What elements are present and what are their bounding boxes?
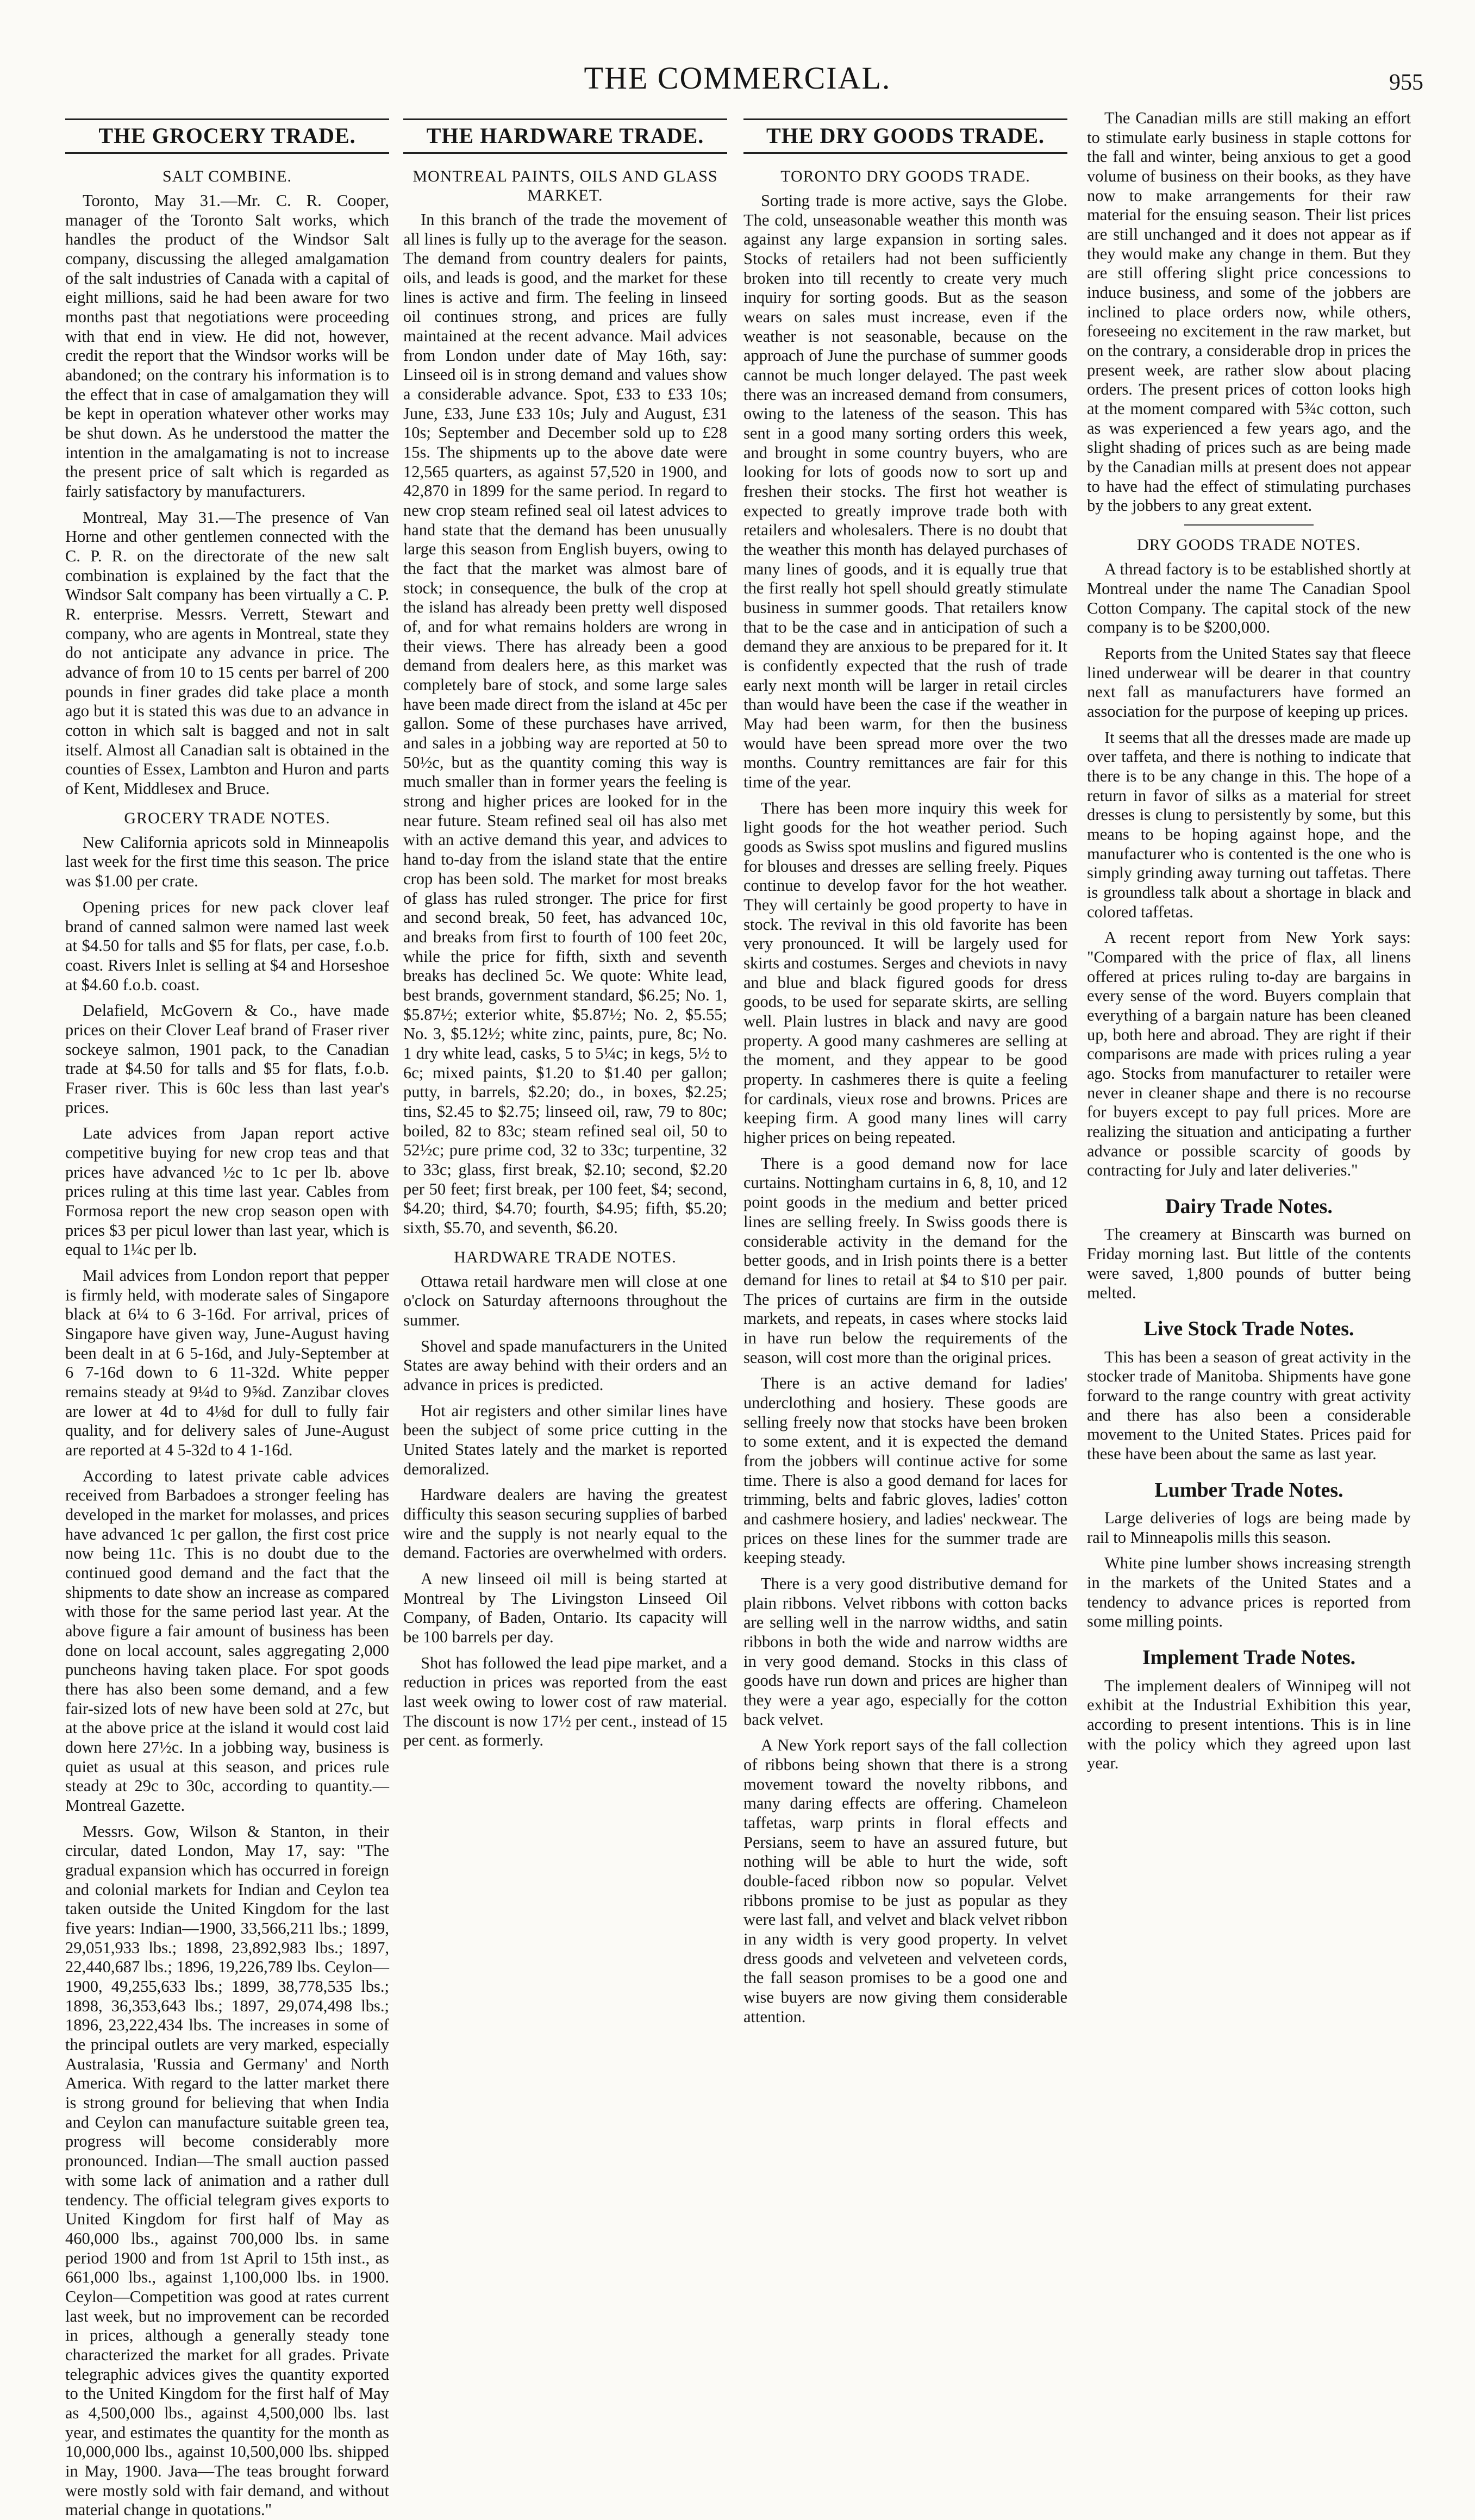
article-paragraph: Ottawa retail hardware men will close at one o'clock on Saturday afternoons throughout the summer.: [403, 1272, 727, 1330]
article-paragraph: Reports from the United States say that fleece lined underwear will be dearer in that country next fall as manufacturers have formed an association for the purpose of keeping up prices.: [1087, 643, 1411, 721]
article-paragraph: Large deliveries of logs are being made by rail to Minneapolis mills this season.: [1087, 1509, 1411, 1547]
toronto-dry-goods-heading: TORONTO DRY GOODS TRADE.: [780, 167, 1030, 185]
column-2: [403, 109, 727, 2011]
article-paragraph: It seems that all the dresses made are made up over taffeta, and there is nothing to indicate that there is to be any change in this. The hope of a return in favor of silks as a material for street dresses is clung to persistently by some, but this means to be hoping against hope, and the manufacturer who is contented is the one who is simply grinding away turning out taffetas. There is groundless talk about a shortage in black and colored taffetas.: [1087, 728, 1411, 921]
montreal-paints-heading: MONTREAL PAINTS, OILS AND GLASS MARKET.: [412, 167, 718, 204]
live-stock-trade-notes-heading: Live Stock Trade Notes.: [1143, 1317, 1354, 1341]
article-paragraph: There is a good demand now for lace curtains. Nottingham curtains in 6, 8, 10, and 12 point goods in the medium and better priced lines are selling freely. In Swiss goods there is considerable activity in the demand for the better goods, and in Irish points there is a better demand for lines to retail at $4 to $10 per pair. The prices of curtains are firm in the outside markets, and repeats, in cases where stocks laid in have run below the requirements of the season, will cost more than the original prices.: [743, 1154, 1067, 1367]
dry-goods-trade-notes-heading: DRY GOODS TRADE NOTES.: [1136, 536, 1361, 554]
hardware-trade-heading: THE HARDWARE TRADE.: [403, 118, 727, 154]
article-paragraph: Opening prices for new pack clover leaf brand of canned salmon were named last week at $4.50 for talls and $5 for flats, per case, f.o.b. coast. Rivers Inlet is selling at $4 and Horseshoe at $4.60 f.o.b. coast.: [65, 897, 389, 994]
grocery-trade-heading: THE GROCERY TRADE.: [65, 118, 389, 154]
article-paragraph: Toronto, May 31.—Mr. C. R. Cooper, manager of the Toronto Salt works, which handles the product of the Windsor Salt company, discussing the alleged amalgamation of the salt industries of Canada with a capital of eight millions, said he had been aware for two months past that negotiations were proceeding with that end in view. He did not, however, credit the report that the Windsor works will be abandoned; on the contrary his information is to the effect that in case of amalgamation they will be kept in operation whatever other works may be shut down. As he understood the matter the intention in the amalgamating is not to increase the present price of salt which is regarded as fairly satisfactory by manufacturers.: [65, 191, 389, 501]
hardware-trade-notes-heading: HARDWARE TRADE NOTES.: [454, 1248, 677, 1266]
grocery-trade-notes-heading: GROCERY TRADE NOTES.: [124, 809, 330, 827]
article-paragraph: Late advices from Japan report active competitive buying for new crop teas and that prices have advanced ½c to 1c per lb. above prices ruling at this time last year. Cables from Formosa report the new crop season open with prices $3 per picul lower than last year, which is equal to 1¼c per lb.: [65, 1124, 389, 1259]
lumber-trade-notes-heading: Lumber Trade Notes.: [1154, 1478, 1343, 1502]
article-paragraph: Shot has followed the lead pipe market, and a reduction in prices was reported from the east last week owing to lower cost of raw material. The discount is now 17½ per cent., instead of 15 per cent. as formerly.: [403, 1653, 727, 1750]
page-number: 955: [1389, 70, 1423, 95]
column-4: [1087, 109, 1411, 2011]
article-paragraph: A new linseed oil mill is being started at Montreal by The Livingston Linseed Oil Company, of Baden, Ontario. Its capacity will be 100 barrels per day.: [403, 1569, 727, 1647]
salt-combine-heading: SALT COMBINE.: [162, 167, 292, 185]
masthead: [0, 60, 1475, 109]
article-paragraph: Messrs. Gow, Wilson & Stanton, in their circular, dated London, May 17, say: "The gradual expansion which has occurred in foreign and colonial markets for Indian and Ceylon tea taken outside the United Kingdom for the last five years: Indian—1900, 33,566,211 lbs.; 1899, 29,051,933 lbs.; 1898, 23,892,983 lbs.; 1897, 22,440,687 lbs.; 1896, 19,226,789 lbs. Ceylon—1900, 49,255,633 lbs.; 1899, 38,778,535 lbs.; 1898, 36,353,643 lbs.; 1897, 29,074,498 lbs.; 1896, 23,222,434 lbs. The increases in some of the principal outlets are very marked, especially Australasia, 'Russia and Germany' and North America. With regard to the latter market there is strong ground for believing that when India and Ceylon can manufacture suitable green tea, progress will become considerably more pronounced. Indian—The small auction passed with some lack of animation and a rather dull tendency. The official telegram gives exports to United Kingdom for first half of May as 460,000 lbs., against 700,000 lbs. in same period 1900 and from 1st April to 15th inst., as 661,000 lbs., against 1,100,000 lbs. in 1900. Ceylon—Competition was good at rates current last week, but no improvement can be recorded in prices, although a generally steady tone characterized the market for all grades. Private telegraphic advices gives the quantity exported to the United Kingdom for the first half of May as 4,500,000 lbs., against 4,500,000 lbs. last year, and estimates the quantity for the month as 10,000,000 lbs., against 10,500,000 lbs. shipped in May, 1900. Java—The teas brought forward were mostly sold with fair demand, and without material change in quotations.": [65, 1822, 389, 2519]
article-paragraph: Delafield, McGovern & Co., have made prices on their Clover Leaf brand of Fraser river sockeye salmon, 1901 pack, to the Canadian trade at $4.50 for talls and $5 for flats, f.o.b. Fraser river. This is 60c less than last year's prices.: [65, 1001, 389, 1117]
article-paragraph: Hardware dealers are having the greatest difficulty this season securing supplies of barbed wire and the supply is not nearly equal to the demand. Factories are overwhelmed with orders.: [403, 1485, 727, 1562]
article-paragraph: Mail advices from London report that pepper is firmly held, with moderate sales of Singapore black at 6¼ to 6 3-16d. For arrival, prices of Singapore have given way, June-August having been dealt in at 6 5-16d, and July-September at 6 7-16d down to 6 11-32d. White pepper remains steady at 9¼d to 9⅝d. Zanzibar cloves are lower at 4d to 4⅛d for dull to fully fair quality, and for delivery sales of June-August are reported at 4 5-32d to 4 1-16d.: [65, 1266, 389, 1459]
publication-title: THE COMMERCIAL.: [584, 60, 891, 96]
article-paragraph: Hot air registers and other similar lines have been the subject of some price cutting in the United States lately and the market is reported demoralized.: [403, 1401, 727, 1478]
article-paragraph: Sorting trade is more active, says the Globe. The cold, unseasonable weather this month was against any large expansion in sorting sales. Stocks of retailers had not been sufficiently broken into till recently to create very much inquiry for sorting goods. But as the season wears on sales must increase, even if the weather is not seasonable, because on the approach of June the purchase of summer goods cannot be much longer delayed. The past week there was an increased demand from consumers, owing to the lateness of the season. This has sent in a good many sorting orders this week, and brought in some country buyers, who are looking for lots of goods now to sort up and freshen their stocks. The first hot weather is expected to greatly improve trade both with retailers and wholesalers. There is no doubt that the weather this month has delayed purchases of many lines of goods, and it is equally true that the first really hot spell should greatly stimulate business in summer goods. That retailers know that to be the case and in anticipation of such a demand they are anxious to be prepared for it. It is confidently expected that the rush of trade early next month will be larger in retail circles than would have been the case if the weather in May had been warm, for then the business would have been spread more over the two months. Country remittances are fair for this time of the year.: [743, 191, 1067, 792]
dairy-trade-notes-heading: Dairy Trade Notes.: [1165, 1195, 1333, 1218]
article-paragraph: The Canadian mills are still making an effort to stimulate early business in staple cottons for the fall and winter, being anxious to get a good volume of business on their books, as they have now to make arrangements for their raw material for the ensuing season. Their list prices are still unchanged and it does not appear as if they would make any change in them. But they are still offering slight price concessions to induce business, and some of the jobbers are inclined to place orders now, while others, foreseeing no excitement in the raw market, but on the contrary, a considerable drop in prices the present week, are rather slow about placing orders. The present prices of cotton looks high at the moment compared with 5¾c cotton, such as was experienced a few years ago, and the slight shading of prices such as are being made by the Canadian mills at present does not appear to have had the effect of stimulating purchases by the jobbers to any great extent.: [1087, 109, 1411, 515]
column-1: [65, 109, 389, 2519]
article-paragraph: New California apricots sold in Minneapolis last week for the first time this season. The price was $1.00 per crate.: [65, 833, 389, 891]
dry-goods-trade-heading: THE DRY GOODS TRADE.: [743, 118, 1067, 154]
implement-trade-notes-heading: Implement Trade Notes.: [1142, 1646, 1356, 1669]
article-paragraph: A thread factory is to be established shortly at Montreal under the name The Canadian Spool Cotton Company. The capital stock of the new company is to be $200,000.: [1087, 560, 1411, 637]
divider: [1184, 524, 1314, 526]
article-paragraph: Montreal, May 31.—The presence of Van Horne and other gentlemen connected with the C. P. R. on the directorate of the new salt combination is explained by the fact that the Windsor Salt company has been virtually a C. P. R. enterprise. Messrs. Verrett, Stewart and company, who are agents in Montreal, state they do not anticipate any advance in price. The advance of from 10 to 15 cents per barrel of 200 pounds in finer grades did take place a month ago but it is stated this was due to an advance in cotton in which salt is bagged and not in salt itself. Almost all Canadian salt is obtained in the counties of Essex, Lambton and Huron and parts of Kent, Middlesex and Bruce.: [65, 508, 389, 798]
article-paragraph: This has been a season of great activity in the stocker trade of Manitoba. Shipments have gone forward to the range country with great activity and there has also been a considerable movement to the United States. Prices paid for these have been about the same as last year.: [1087, 1347, 1411, 1463]
article-paragraph: Shovel and spade manufacturers in the United States are away behind with their orders and an advance in prices is predicted.: [403, 1336, 727, 1395]
article-paragraph: The implement dealers of Winnipeg will not exhibit at the Industrial Exhibition this year, according to present intentions. This is in line with the policy which they agreed upon last year.: [1087, 1676, 1411, 1773]
article-paragraph: According to latest private cable advices received from Barbadoes a stronger feeling has developed in the market for molasses, and prices have advanced 1c per gallon, the first cost price now being 11c. This is no doubt due to the continued good demand and the fact that the shipments to date show an increase as compared with those for the same period last year. At the above figure a fair amount of business has been done on local account, sales aggregating 2,000 puncheons having taken place. For spot goods there has also been some demand, and a few fair-sized lots of new have been sold at 27c, but at the above price at the island it would cost laid down here 27½c. In a jobbing way, business is quiet as usual at this season, and prices rule steady at 29c to 30c, according to quantity.—Montreal Gazette.: [65, 1466, 389, 1815]
article-paragraph: There is an active demand for ladies' underclothing and hosiery. These goods are selling freely now that stocks have been broken to some extent, and it is expected the demand from the jobbers will continue active for some time. There is also a good demand for laces for trimming, belts and fabric gloves, ladies' cotton and cashmere hosiery, and ladies' neckwear. The prices on these lines for the summer trade are keeping steady.: [743, 1374, 1067, 1567]
article-paragraph: There has been more inquiry this week for light goods for the hot weather period. Such goods as Swiss spot muslins and figured muslins for blouses and dresses are selling freely. Piques continue to develop favor for the hot weather. They will certainly be good property to have in stock. The revival in this old favorite has been very pronounced. It will be largely used for skirts and costumes. Serges and cheviots in navy and blue and black figured goods for dress goods, to be used for separate skirts, are selling well. Plain lustres in black and navy are good property. A good many cashmeres are selling at the moment, and they appear to be good property. In cashmeres there is quite a feeling for cardinals, vieux rose and browns. Prices are keeping firm. A good many lines will carry higher prices on being repeated.: [743, 798, 1067, 1147]
article-paragraph: There is a very good distributive demand for plain ribbons. Velvet ribbons with cotton backs are selling well in the narrow widths, and satin ribbons in both the wide and narrow widths are in very good demand. Stocks in this class of goods have run down and prices are higher than they were a year ago, especially for the cotton back velvet.: [743, 1574, 1067, 1729]
article-paragraph: In this branch of the trade the movement of all lines is fully up to the average for the season. The demand from country dealers for paints, oils, and leads is good, and the market for these lines is active and firm. The feeling in linseed oil continues strong, and prices are fully maintained at the recent advance. Mail advices from London under date of May 16th, say: Linseed oil is in strong demand and values show a considerable advance. Spot, £33 to £33 10s; June, £33, June £33 10s; July and August, £31 10s; September and December sold up to £28 15s. The shipments up to the above date were 12,565 quarters, as against 57,520 in 1900, and 42,870 in 1899 for the same period. In regard to new crop steam refined seal oil latest advices to hand state that the demand has been unusually large this season from English buyers, owing to the fact that the market was almost bare of stock; in consequence, the bulk of the crop at the island has already been pretty well disposed of, and for what remains holders are wrong in their views. There has already been a good demand from dealers here, as this market was completely bare of stock, and some large sales have been made direct from the island at 45c per gallon. Some of these purchases have arrived, and sales in a jobbing way are reported at 50 to 50½c, but as the quantity coming this way is much smaller than in former years the feeling is strong and higher prices are looked for in the near future. Steam refined seal oil has also met with an active demand this year, and advices to hand to-day from the island state that the entire crop has been sold. The market for most breaks of glass has ruled stronger. The price for first and second break, 50 feet, has advanced 10c, and breaks from first to fourth of 100 feet 20c, while the price for fifth, sixth and seventh breaks has declined 5c. We quote: White lead, best brands, government standard, $6.25; No. 1, $5.87½; exterior white, $5.87½; No. 2, $5.55; No. 3, $5.12½; white zinc, paints, pure, 8c; No. 1 dry white lead, casks, 5 to 5¼c; in kegs, 5½ to 6c; mixed paints, $1.20 to $1.40 per gallon; putty, in barrels, $2.20; do., in boxes, $2.25; tins, $2.45 to $2.75; linseed oil, raw, 79 to 80c; boiled, 82 to 83c; steam refined seal oil, 50 to 52½c; pure prime cod, 32 to 33c; turpentine, 32 to 33c; glass, first break, $2.10; second, $2.20 per 50 feet; first break, per 100 feet, $4; second, $4.20; third, $4.70; fourth, $4.95; fifth, $5.20; sixth, $5.70, and seventh, $6.20.: [403, 210, 727, 1237]
article-paragraph: The creamery at Binscarth was burned on Friday morning last. But little of the contents were saved, 1,800 pounds of butter being melted.: [1087, 1225, 1411, 1302]
article-paragraph: A recent report from New York says: "Compared with the price of flax, all linens offered at prices ruling to-day are bargains in every sense of the word. Buyers complain that everything of a bargain nature has been cleaned up, both here and abroad. They are right if their comparisons are made with prices ruling a year ago. Stocks from manufacturer to retailer were never in cleaner shape and there is no recourse for buyers except to pay full prices. More are realizing the situation and anticipating a further advance or possible scarcity of goods by contracting for July and later deliveries.": [1087, 928, 1411, 1180]
column-3: [743, 109, 1067, 2026]
article-paragraph: White pine lumber shows increasing strength in the markets of the United States and a tendency to advance prices is reported from some milling points.: [1087, 1554, 1411, 1631]
article-paragraph: A New York report says of the fall collection of ribbons being shown that there is a strong movement toward the novelty ribbons, and many daring effects are offering. Chameleon taffetas, warp prints in floral effects and Persians, seem to have an assured future, but nothing will be able to hurt the wide, soft double-faced ribbon now so popular. Velvet ribbons promise to be just as popular as they were last fall, and velvet and black velvet ribbon in any width is very good property. In velvet dress goods and velveteen and velveteen cords, the fall season promises to be a good one and wise buyers are now giving them considerable attention.: [743, 1736, 1067, 2026]
